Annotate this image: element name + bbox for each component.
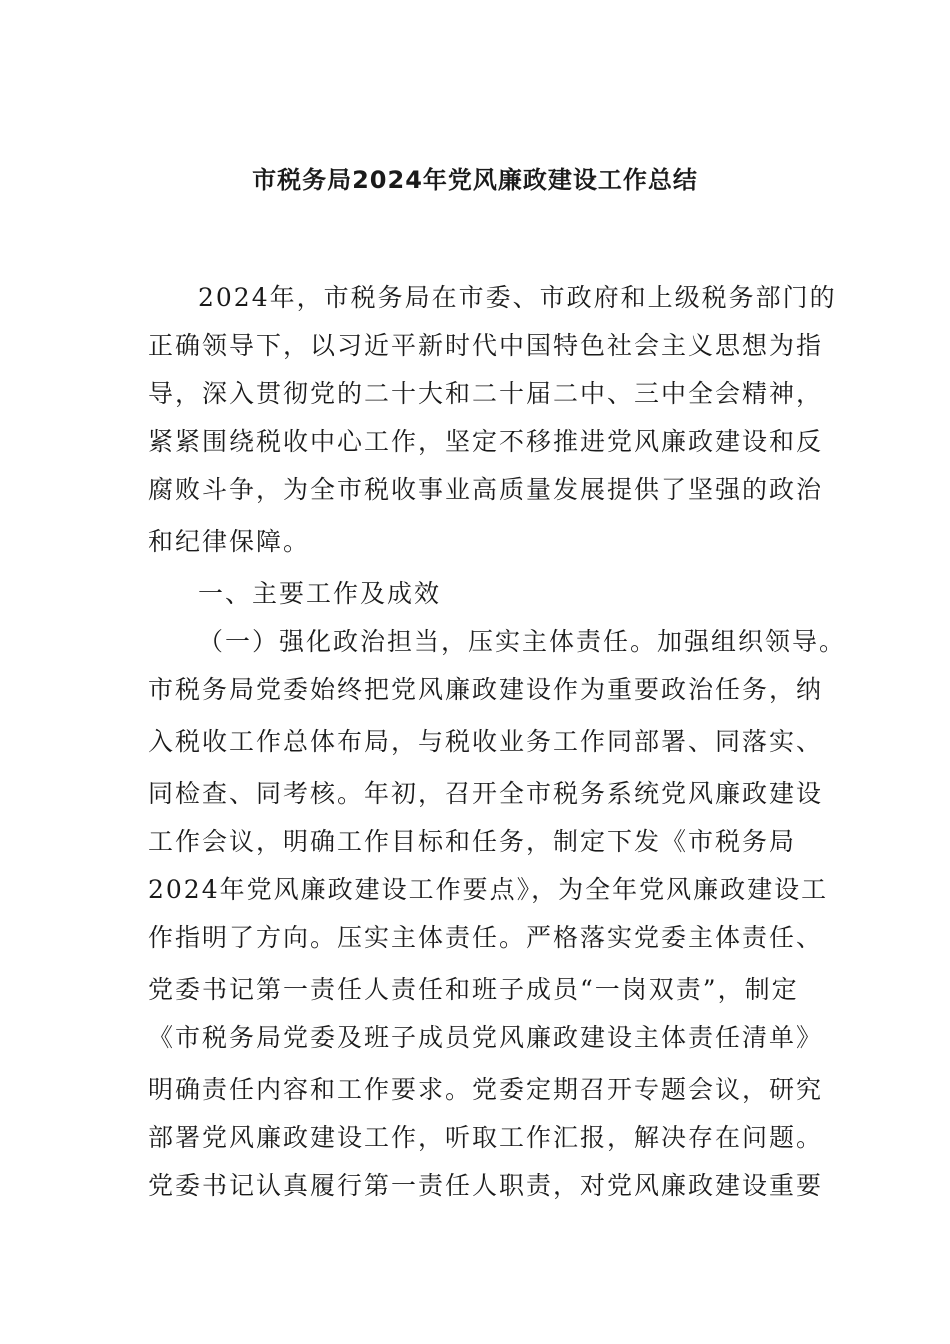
subsection-heading: （一）强化政治担当，压实主体责任。加强组织领导。 [198, 627, 847, 656]
body-line: 2024年，市税务局在市委、市政府和上级税务部门的 [198, 283, 837, 312]
body-line: 部署党风廉政建设工作，听取工作汇报，解决存在问题。 [148, 1123, 824, 1152]
body-line: 明确责任内容和工作要求。党委定期召开专题会议，研究 [148, 1075, 824, 1104]
body-line: 2024年党风廉政建设工作要点》，为全年党风廉政建设工 [148, 875, 829, 904]
body-line: 腐败斗争，为全市税收事业高质量发展提供了坚强的政治 [148, 475, 824, 504]
body-line: 作指明了方向。压实主体责任。严格落实党委主体责任、 [148, 923, 824, 952]
body-line: 入税收工作总体布局，与税收业务工作同部署、同落实、 [148, 727, 824, 756]
body-line: 工作会议，明确工作目标和任务，制定下发《市税务局 [148, 827, 797, 856]
body-line: 党委书记第一责任人责任和班子成员“一岗双责”，制定 [148, 975, 799, 1004]
body-line: 正确领导下，以习近平新时代中国特色社会主义思想为指 [148, 331, 824, 360]
section-heading: 一、主要工作及成效 [198, 579, 442, 608]
body-line: 同检查、同考核。年初，召开全市税务系统党风廉政建设 [148, 779, 824, 808]
body-line: 紧紧围绕税收中心工作，坚定不移推进党风廉政建设和反 [148, 427, 824, 456]
body-line: 和纪律保障。 [148, 527, 311, 556]
body-line: 《市税务局党委及班子成员党风廉政建设主体责任清单》 [148, 1023, 824, 1052]
document-title: 市税务局2024年党风廉政建设工作总结 [252, 166, 698, 194]
body-line: 导，深入贯彻党的二十大和二十届二中、三中全会精神， [148, 379, 824, 408]
body-line: 党委书记认真履行第一责任人职责，对党风廉政建设重要 [148, 1171, 824, 1200]
body-line: 市税务局党委始终把党风廉政建设作为重要政治任务，纳 [148, 675, 824, 704]
